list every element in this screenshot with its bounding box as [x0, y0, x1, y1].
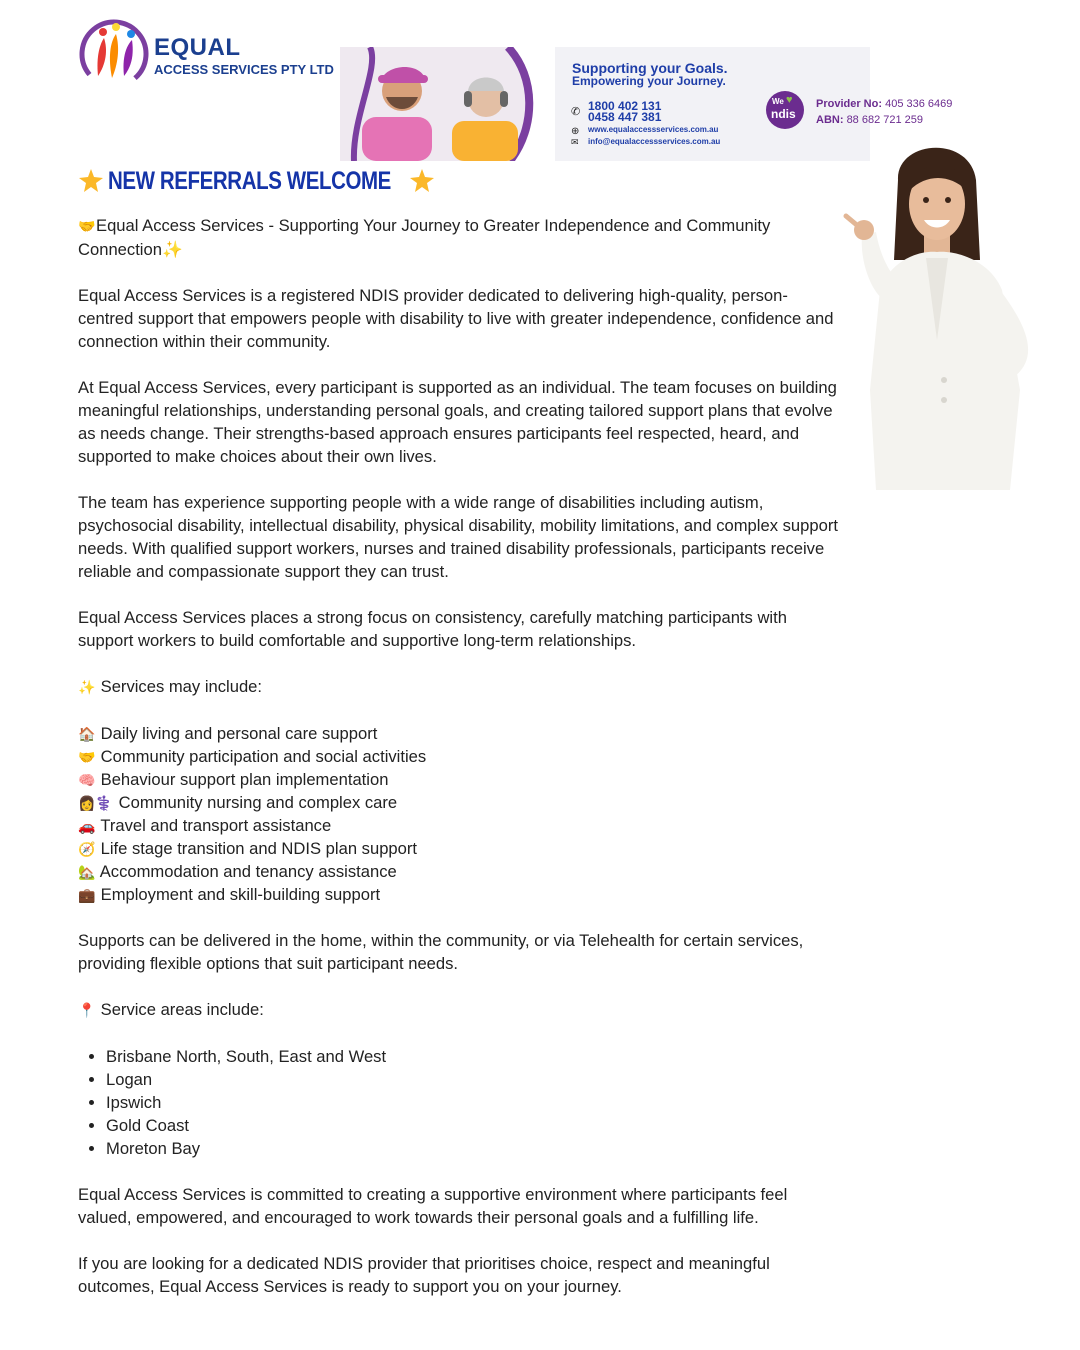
list-item: • Moreton Bay [106, 1137, 838, 1160]
banner-tagline-journey: Empowering your Journey. [572, 74, 726, 88]
phone-icon: ✆ [571, 106, 581, 118]
pin-icon: 📍 [78, 1002, 96, 1018]
closing-paragraph: If you are looking for a dedicated NDIS provider that prioritises choice, respect and meaningful outcomes, Equal Access Services is ready to support you on your journey. [78, 1254, 770, 1296]
brain-icon: 🧠 [78, 772, 96, 788]
banner-tagline-goals: Supporting your Goals. [572, 60, 728, 76]
service-areas-list [78, 1045, 838, 1160]
glowing-star-icon [409, 168, 435, 194]
list-item: 💼 Employment and skill-building support [78, 883, 838, 906]
banner-photo-people [340, 47, 555, 161]
banner-phones [588, 101, 661, 123]
handshake-icon: 🤝 [78, 218, 96, 234]
ndis-we-text: We [772, 97, 784, 106]
logo-figures-icon [78, 16, 152, 88]
logo-subtitle: ACCESS SERVICES PTY LTD [154, 62, 334, 77]
email-link[interactable]: info@equalaccessservices.com.au [588, 137, 721, 146]
company-logo [78, 16, 358, 92]
list-item: 👩⚕️ Community nursing and complex care [78, 791, 838, 814]
list-item: • Gold Coast [106, 1114, 838, 1137]
provider-details [816, 96, 952, 128]
intro-paragraph [78, 214, 838, 261]
provider-number: 405 336 6469 [885, 98, 953, 110]
closing-paragraph: Equal Access Services is committed to creating a supportive environment where participants feel valued, empowered, and encouraged to work towards their personal goals and a fulfilling life. [78, 1185, 788, 1227]
list-item: 🤝 Community participation and social activities [78, 745, 838, 768]
phone-number-1: 1800 402 131 [588, 99, 662, 113]
briefcase-icon: 💼 [78, 887, 96, 903]
delivery-paragraph: Supports can be delivered in the home, within the community, or via Telehealth for certain services, providing flexible options that suit participant needs. [78, 931, 804, 973]
services-list [78, 722, 838, 906]
header-banner [340, 47, 870, 161]
car-icon: 🚗 [78, 818, 96, 834]
handshake-icon: 🤝 [78, 749, 96, 765]
headline [78, 164, 435, 198]
list-item: 🧠 Behaviour support plan implementation [78, 768, 838, 791]
paragraph: The team has experience supporting people with a wide range of disabilities including autism, psychosocial disability, intellectual disability, physical disability, mobility limitations, and complex support needs. With qualified support workers, nurses and trained disability professionals, participants receive reliable and compassionate support they can trust. [78, 493, 838, 581]
services-heading [78, 675, 838, 699]
list-item: • Ipswich [106, 1091, 838, 1114]
compass-icon: 🧭 [78, 841, 96, 857]
ndis-text: ndis [771, 107, 796, 121]
list-item: • Logan [106, 1068, 838, 1091]
house-icon: 🏠 [78, 726, 96, 742]
provider-label: Provider No: [816, 98, 883, 110]
headline-text: NEW REFERRALS WELCOME [108, 166, 391, 195]
glowing-star-icon [78, 168, 104, 194]
sparkles-icon: ✨ [161, 240, 183, 259]
phone-number-2: 0458 447 381 [588, 110, 662, 124]
ndis-logo [766, 91, 804, 129]
list-item: 🏠 Daily living and personal care support [78, 722, 838, 745]
health-worker-icon: 👩⚕️ [78, 795, 113, 811]
list-item: • Brisbane North, South, East and West [106, 1045, 838, 1068]
list-item: 🚗 Travel and transport assistance [78, 814, 838, 837]
services-heading-text: Services may include: [100, 677, 263, 696]
paragraph: At Equal Access Services, every participant is supported as an individual. The team focuses on building meaningful relationships, understanding personal goals, and creating tailored support plans that evolve as needs change. Their strengths-based approach ensures participants feel respected, heard, and supported to make choices about their own lives. [78, 378, 837, 466]
paragraph: Equal Access Services is a registered NDIS provider dedicated to delivering high-quality, person-centred support that empowers people with disability to live with greater independence, confidence and connection within their community. [78, 286, 834, 351]
woman-pointing-photo [840, 140, 1080, 490]
areas-heading-text: Service areas include: [100, 1000, 264, 1019]
abn-number: 88 682 721 259 [846, 114, 924, 126]
post-body [78, 214, 838, 1321]
sparkles-icon: ✨ [78, 679, 96, 695]
list-item: 🧭 Life stage transition and NDIS plan support [78, 837, 838, 860]
intro-text: Equal Access Services - Supporting Your Journey to Greater Independence and Community Connection [78, 216, 771, 259]
website-link[interactable]: www.equalaccessservices.com.au [588, 125, 719, 134]
abn-label: ABN: [816, 114, 844, 126]
globe-icon: ⊕ [571, 126, 580, 137]
areas-heading [78, 998, 838, 1022]
paragraph: Equal Access Services places a strong focus on consistency, carefully matching participants with support workers to build comfortable and supportive long-term relationships. [78, 608, 787, 650]
list-item: 🏡 Accommodation and tenancy assistance [78, 860, 838, 883]
logo-title: EQUAL [154, 34, 241, 61]
heart-icon: ♥ [786, 94, 793, 106]
house-garden-icon: 🏡 [78, 864, 96, 880]
email-icon: ✉ [571, 137, 579, 147]
